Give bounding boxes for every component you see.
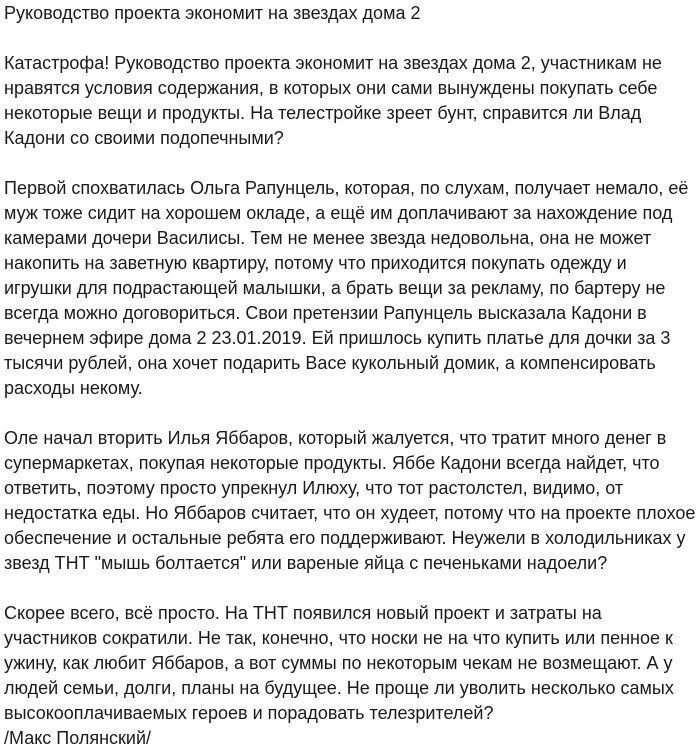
paragraph-line: всегда можно договориться. Свои претензии Рапунцель высказала Кадони в bbox=[4, 303, 647, 323]
paragraph-line: накопить на заветную квартиру, потому что приходится покупать одежду и bbox=[4, 253, 627, 273]
paragraph-line: игрушки для подрастающей малышки, а брать вещи за рекламу, по бартеру не bbox=[4, 278, 666, 298]
paragraph-line: Скорее всего, всё просто. На ТНТ появился новый проект и затраты на bbox=[4, 603, 602, 623]
paragraph-line: камерами дочери Василисы. Тем не менее звезда недовольна, она не может bbox=[4, 228, 652, 248]
paragraph-line: Кадони со своими подопечными? bbox=[4, 128, 284, 148]
paragraph-line: участников сократили. Не так, конечно, что носки не на что купить или пенное к bbox=[4, 628, 673, 648]
paragraph-line: людей семьи, долги, планы на будущее. Не проще ли уволить несколько самых bbox=[4, 678, 674, 698]
paragraph-line: высокооплачиваемых героев и порадовать телезрителей? bbox=[4, 703, 494, 723]
paragraph-line: супермаркетах, покупая некоторые продукты. Яббе Кадони всегда найдет, что bbox=[4, 453, 660, 473]
paragraph-line: Оле начал вторить Илья Яббаров, который жалуется, что тратит много денег в bbox=[4, 428, 667, 448]
paragraph-line: звезд ТНТ "мышь болтается" или вареные яйца с печеньками надоели? bbox=[4, 553, 608, 573]
article-paragraph-4 bbox=[4, 601, 699, 726]
paragraph-line: ответить, поэтому просто упрекнул Илюху, что тот растолстел, видимо, от bbox=[4, 478, 624, 498]
article-paragraph-1 bbox=[4, 51, 699, 151]
paragraph-line: недостатка еды. Но Яббаров считает, что он худеет, потому что на проекте плохое bbox=[4, 503, 696, 523]
paragraph-line: расходы некому. bbox=[4, 378, 143, 398]
paragraph-line: ужину, как любит Яббаров, а вот суммы по некоторым чекам не возмещают. А у bbox=[4, 653, 673, 673]
article-paragraph-3 bbox=[4, 426, 699, 576]
paragraph-line: муж тоже сидит на хорошем окладе, а ещё им доплачивают за нахождение под bbox=[4, 203, 673, 223]
article-title: Руководство проекта экономит на звездах дома 2 bbox=[4, 3, 421, 23]
paragraph-line: обеспечение и остальные ребята его поддерживают. Неужели в холодильниках у bbox=[4, 528, 686, 548]
article-paragraph-2 bbox=[4, 176, 699, 401]
paragraph-line: Первой спохватилась Ольга Рапунцель, которая, по слухам, получает немало, её bbox=[4, 178, 689, 198]
paragraph-line: тысячи рублей, она хочет подарить Васе кукольный домик, а компенсировать bbox=[4, 353, 656, 373]
paragraph-line: Катастрофа! Руководство проекта экономит на звездах дома 2, участникам не bbox=[4, 53, 662, 73]
paragraph-line: вечернем эфире дома 2 23.01.2019. Ей пришлось купить платье для дочки за 3 bbox=[4, 328, 671, 348]
paragraph-line: нравятся условия содержания, в которых они сами вынуждены покупать себе bbox=[4, 78, 658, 98]
paragraph-line: некоторые вещи и продукты. На телестройке зреет бунт, справится ли Влад bbox=[4, 103, 642, 123]
author-signature: /Макс Полянский/ bbox=[4, 728, 152, 748]
